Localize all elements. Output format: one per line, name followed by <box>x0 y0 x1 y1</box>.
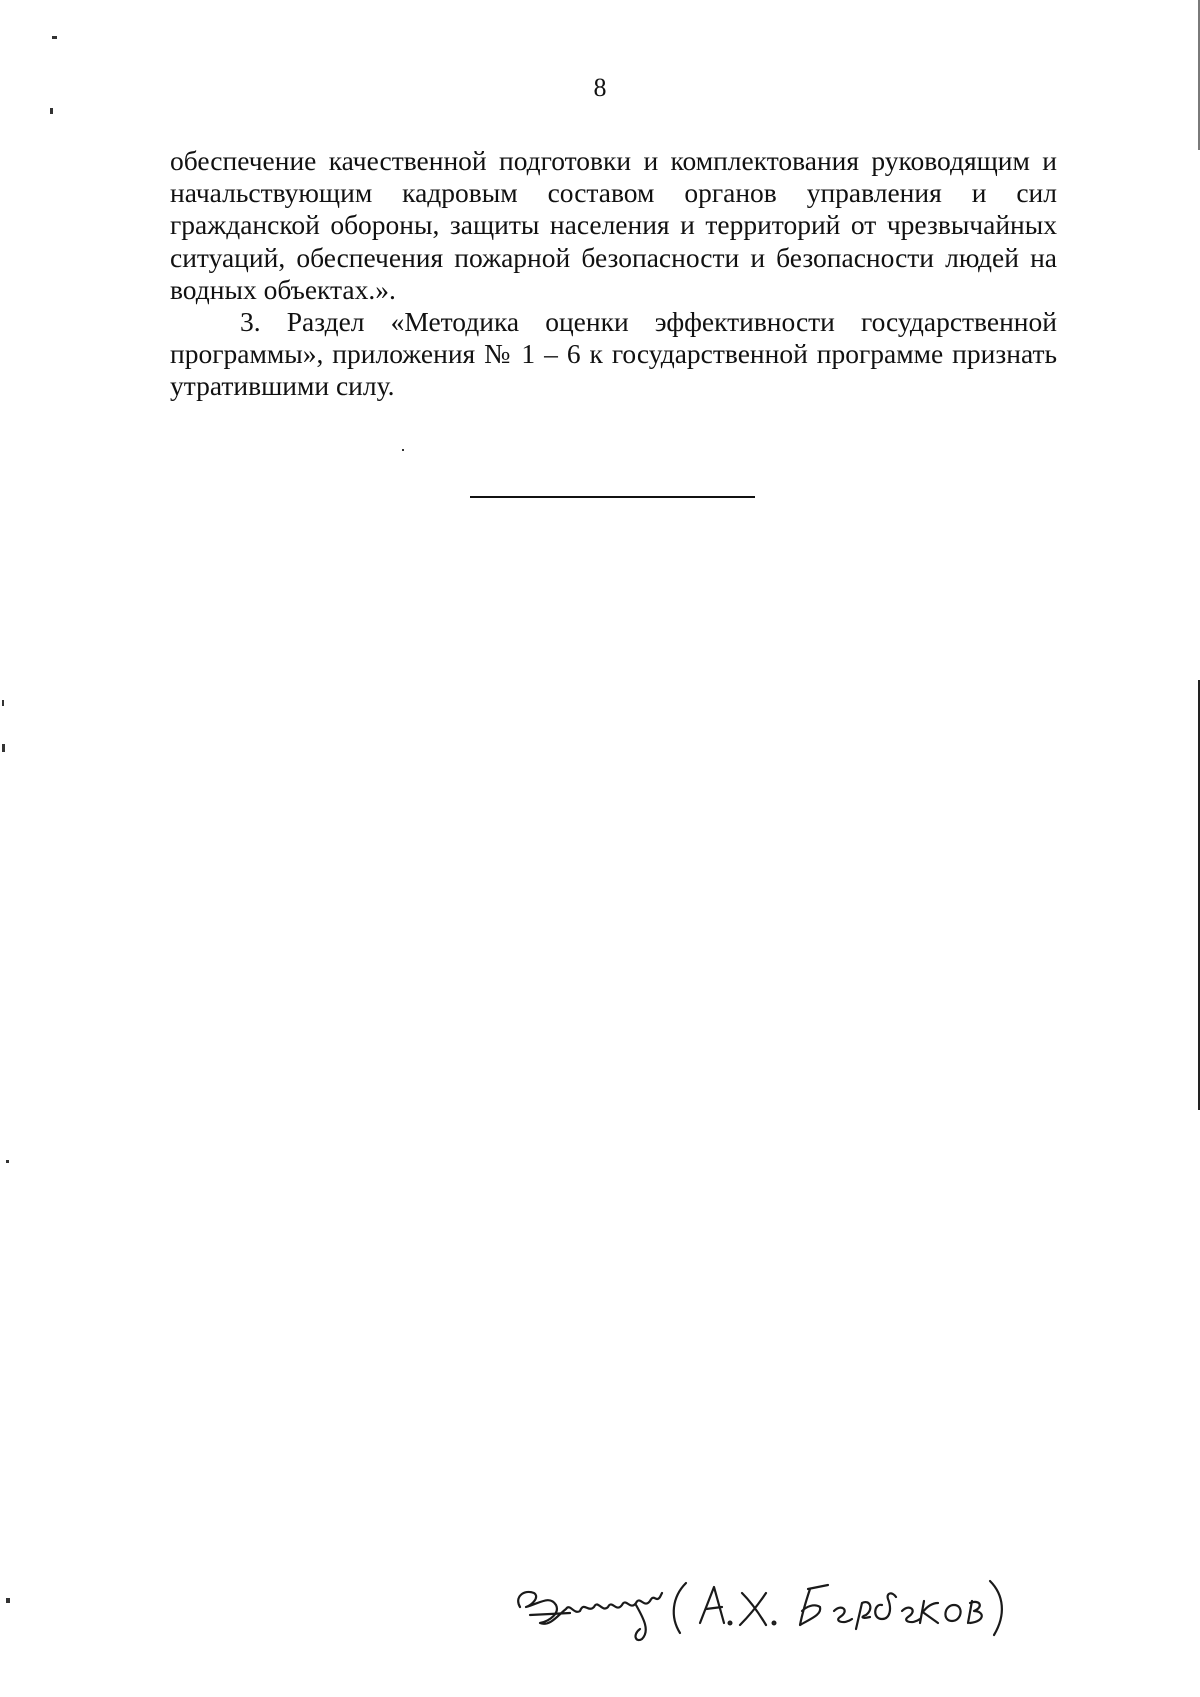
scan-speck <box>2 744 5 752</box>
scan-speck <box>52 36 57 39</box>
paragraph-item-3: 3. Раздел «Методика оценки эффективности государственной программы», приложения № 1 – 6 к государственной программе признать утратившими силу. <box>170 306 1057 402</box>
end-of-document-rule <box>470 496 755 498</box>
document-body <box>170 145 1057 403</box>
scan-speck <box>6 1598 10 1603</box>
page-number: 8 <box>593 73 607 102</box>
scan-speck <box>50 108 53 114</box>
scan-speck <box>2 700 4 706</box>
scan-speck <box>6 1160 9 1163</box>
handwritten-signature <box>510 1545 1010 1655</box>
paragraph-continuation: обеспечение качественной подготовки и комплектования руководящим и начальствующим кадровым составом органов управления и сил гражданской обороны, защиты населения и территорий от чрезвычайных ситуаций, обеспечения пожарной безопасности и безопасности людей на водных объектах.». <box>170 145 1057 305</box>
scan-speck <box>402 449 404 451</box>
